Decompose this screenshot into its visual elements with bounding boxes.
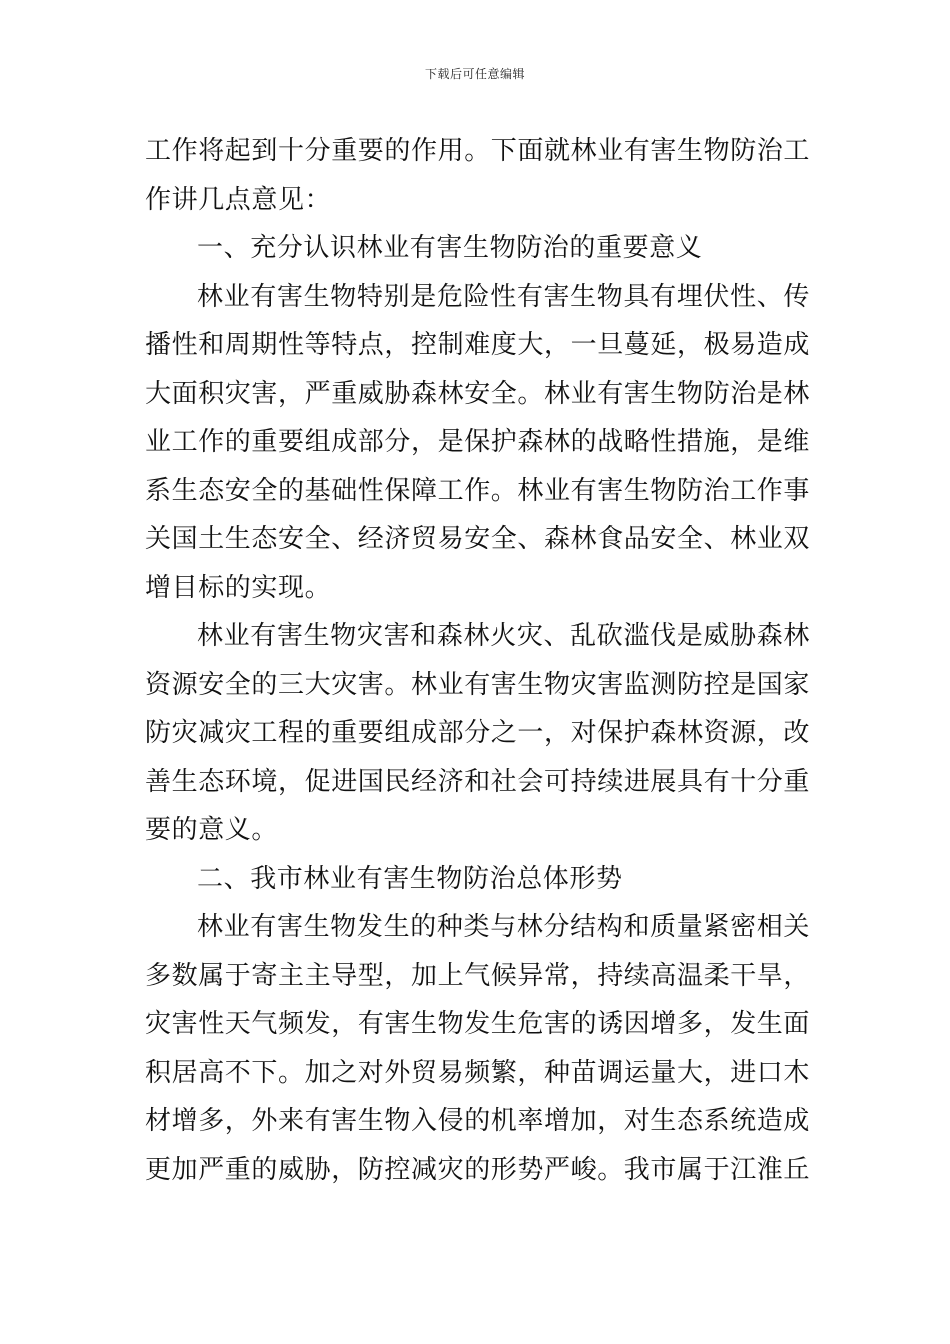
body-paragraph: 林业有害生物特别是危险性有害生物具有埋伏性、传播性和周期性等特点，控制难度大，一旦蔓延，极易造成大面积灾害，严重威胁森林安全。林业有害生物防治是林业工作的重要组成部分，是保护森林的战略性措施，是维系生态安全的基础性保障工作。林业有害生物防治工作事关国土生态安全、经济贸易安全、森林食品安全、林业双增目标的实现。 bbox=[145, 281, 811, 603]
body-paragraph: 林业有害生物发生的种类与林分结构和质量紧密相关多数属于寄主主导型，加上气候异常，持续高温柔干旱，灾害性天气频发，有害生物发生危害的诱因增多，发生面积居高不下。加之对外贸易频繁，种苗调运量大，进口木材增多，外来有害生物入侵的机率增加，对生态系统造成更加严重的威胁，防控减灾的形势严峻。我市属于江淮丘 bbox=[145, 912, 811, 1185]
body-paragraph: 林业有害生物灾害和森林火灾、乱砍滥伐是威胁森林资源安全的三大灾害。林业有害生物灾害监测防控是国家防灾减灾工程的重要组成部分之一，对保护森林资源，改善生态环境，促进国民经济和社会可持续进展具有十分重要的意义。 bbox=[145, 621, 811, 845]
page-header: 下载后可任意编辑 bbox=[424, 67, 525, 81]
document-body bbox=[145, 127, 810, 1194]
body-paragraph-continuation: 工作将起到十分重要的作用。下面就林业有害生物防治工作讲几点意见： bbox=[145, 136, 811, 215]
section-heading-1: 一、充分认识林业有害生物防治的重要意义 bbox=[197, 233, 703, 263]
section-heading-2: 二、我市林业有害生物防治总体形势 bbox=[197, 863, 623, 894]
